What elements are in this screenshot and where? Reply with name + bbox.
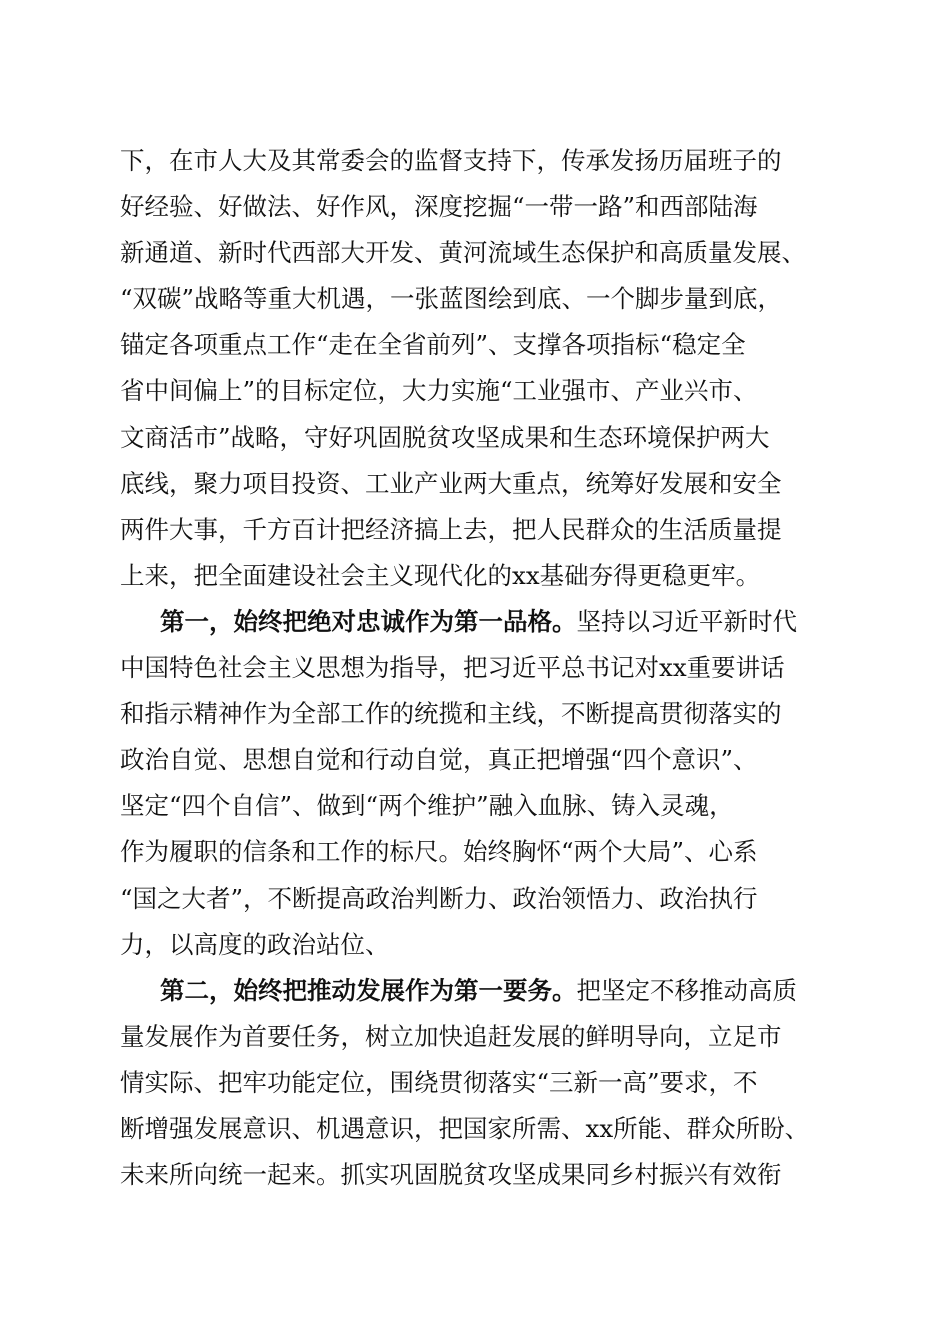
text-line: 底线，聚力项目投资、工业产业两大重点，统筹好发展和安全 — [120, 468, 782, 498]
paragraph-1 — [120, 138, 840, 599]
text-line: 两件大事，千方百计把经济搞上去，把人民群众的生活质量提 — [120, 514, 782, 544]
paragraph-3 — [120, 968, 840, 1198]
text-line: “双碳”战略等重大机遇，一张蓝图绘到底、一个脚步量到底， — [120, 284, 783, 314]
text-line: 未来所向统一起来。抓实巩固脱贫攻坚成果同乡村振兴有效衔 — [120, 1160, 782, 1190]
paragraph-first-line — [120, 599, 840, 645]
text-line: 下，在市人大及其常委会的监督支持下，传承发扬历届班子的 — [120, 146, 782, 175]
text-line: 锚定各项重点工作“走在全省前列”、支撑各项指标“稳定全 — [120, 330, 746, 360]
text-line: 和指示精神作为全部工作的统揽和主线，不断提高贯彻落实的 — [120, 699, 782, 729]
text-line: 省中间偏上”的目标定位，大力实施“工业强市、产业兴市、 — [120, 376, 758, 406]
text-line: 断增强发展意识、机遇意识，把国家所需、xx所能、群众所盼、 — [120, 1113, 810, 1143]
paragraph-lead-heading: 第一，始终把绝对忠诚作为第一品格。 — [160, 606, 577, 636]
text-line: 好经验、好做法、好作风，深度挖掘“一带一路”和西部陆海 — [120, 192, 758, 222]
first-line-rest: 把坚定不移推动高质 — [576, 975, 797, 1005]
text-line: 新通道、新时代西部大开发、黄河流域生态保护和高质量发展、 — [120, 238, 806, 268]
text-line: 文商活市”战略，守好巩固脱贫攻坚成果和生态环境保护两大 — [120, 422, 770, 452]
text-line: 情实际、把牢功能定位，围绕贯彻落实“三新一高”要求，不 — [120, 1067, 758, 1097]
text-line: 坚定“四个自信”、做到“两个维护”融入血脉、铸入灵魂， — [120, 791, 734, 821]
text-line: “国之大者”，不断提高政治判断力、政治领悟力、政治执行 — [120, 883, 758, 913]
text-line: 作为履职的信条和工作的标尺。始终胸怀“两个大局”、心系 — [120, 837, 758, 867]
paragraph-first-line — [120, 968, 840, 1014]
text-line: 政治自觉、思想自觉和行动自觉，真正把增强“四个意识”、 — [120, 745, 758, 775]
first-line-rest: 坚持以习近平新时代 — [576, 606, 797, 636]
text-line: 量发展作为首要任务，树立加快追赶发展的鲜明导向，立足市 — [120, 1021, 782, 1051]
body-text — [120, 138, 840, 1198]
text-line: 上来，把全面建设社会主义现代化的xx基础夯得更稳更牢。 — [120, 560, 761, 590]
text-line: 中国特色社会主义思想为指导，把习近平总书记对xx重要讲话 — [120, 653, 785, 683]
paragraph-2 — [120, 599, 840, 968]
paragraph-lead-heading: 第二，始终把推动发展作为第一要务。 — [160, 975, 577, 1005]
text-line: 力，以高度的政治站位、 — [120, 929, 390, 959]
